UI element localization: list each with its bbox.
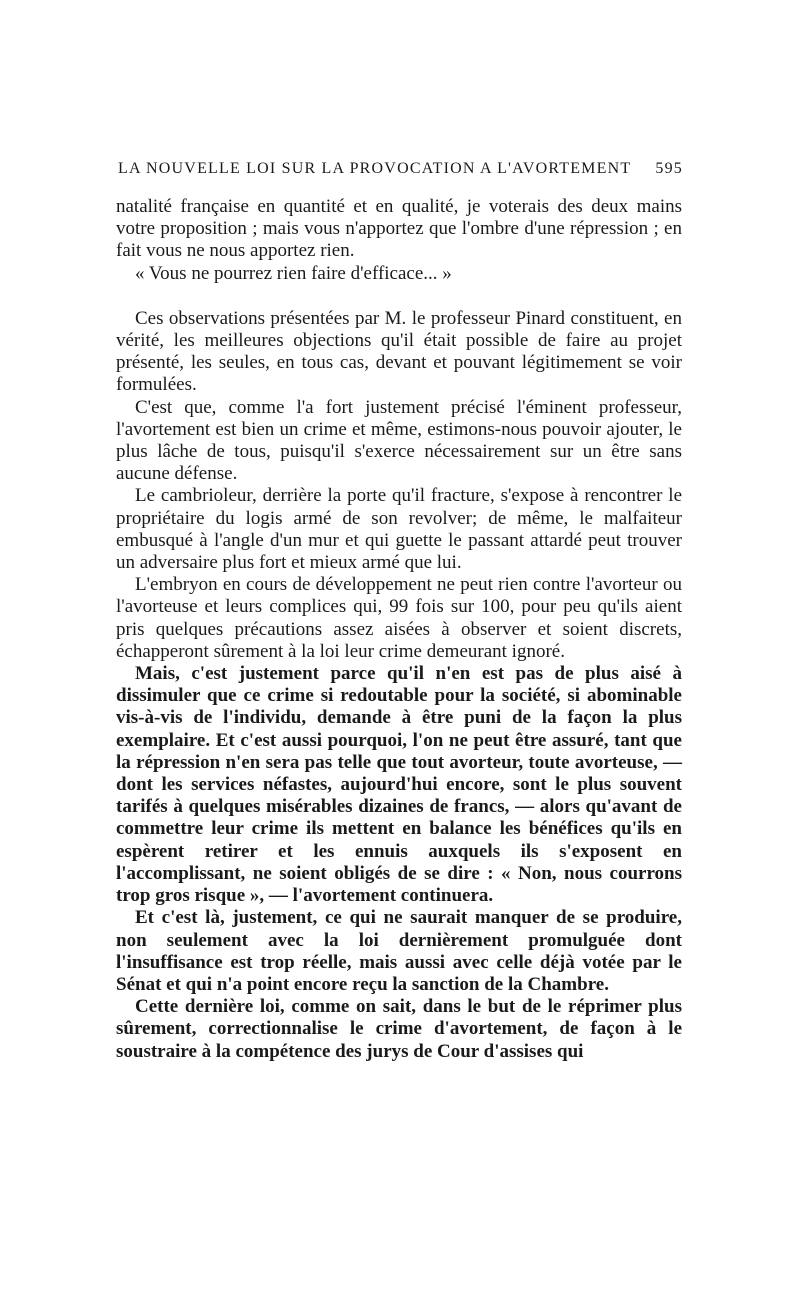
paragraph-cambrioleur: Le cambrioleur, derrière la porte qu'il fracture, s'expose à rencontrer le propriétaire du logis armé de son revolver; de même, le malfaiteur embusqué à l'angle d'un mur et qui guette le passant attardé peut trouver un adversaire plus fort et mieux armé que lui. xyxy=(116,485,682,574)
body-text xyxy=(116,196,682,1063)
paragraph-observations: Ces observations présentées par M. le professeur Pinard constituent, en vérité, les meilleures objections qu'il était possible de faire au projet présenté, les seules, en tous cas, devant et pouvant légitimement se voir formulées. xyxy=(116,307,682,396)
paragraph-crime: C'est que, comme l'a fort justement précisé l'éminent professeur, l'avortement est bien un crime et même, estimons-nous pouvoir ajouter, le plus lâche de tous, puisqu'il s'exerce nécessairement sur un être sans aucune défense. xyxy=(116,396,682,485)
running-title: LA NOUVELLE LOI SUR LA PROVOCATION A L'AVORTEMENT xyxy=(118,160,632,177)
paragraph-quote: « Vous ne pourrez rien faire d'efficace... » xyxy=(135,262,452,284)
paragraph-loi-promulguee: Et c'est là, justement, ce qui ne saurait manquer de se produire, non seulement avec la loi dernièrement promulguée dont l'insuffisance est trop réelle, mais aussi avec celle déjà votée par le Sénat et qui n'a point encore reçu la sanction de la Chambre. xyxy=(116,907,682,995)
paragraph-embryon: L'embryon en cours de développement ne peut rien contre l'avorteur ou l'avorteuse et leurs complices qui, 99 fois sur 100, pour peu qu'ils aient pris quelques précautions assez aisées à observer et soient discrets, échapperont sûrement à la loi leur crime demeurant ignoré. xyxy=(116,574,682,662)
paragraph-repression: Mais, c'est justement parce qu'il n'en est pas de plus aisé à dissimuler que ce crime si redoutable pour la société, si abominable vis-à-vis de l'individu, demande à être puni de la façon la plus exemplaire. Et c'est aussi pourquoi, l'on ne peut être assuré, tant que la répression n'en sera pas telle que tout avorteur, toute avorteuse, — dont les services néfastes, aujourd'hui encore, sont le plus souvent tarifés à quelques misérables dizaines de francs, — alors qu'avant de commettre leur crime ils mettent en balance les bénéfices qu'ils en espèrent retirer et les ennuis auxquels ils s'exposent en l'accomplissant, ne soient obligés de se dire : « Non, nous courrons trop gros risque », — l'avortement continuera. xyxy=(116,663,682,907)
running-head xyxy=(118,160,683,182)
paragraph-continuation: natalité française en quantité et en qualité, je voterais des deux mains votre proposition ; mais vous n'apportez que l'ombre d'une répression ; en fait vous ne nous apportez rien. xyxy=(116,196,682,262)
paragraph-correctionnalise: Cette dernière loi, comme on sait, dans le but de le réprimer plus sûrement, correctionnalise le crime d'avortement, de façon à le soustraire à la compétence des jurys de Cour d'assises qui xyxy=(116,996,682,1062)
page-number: 595 xyxy=(655,160,683,177)
